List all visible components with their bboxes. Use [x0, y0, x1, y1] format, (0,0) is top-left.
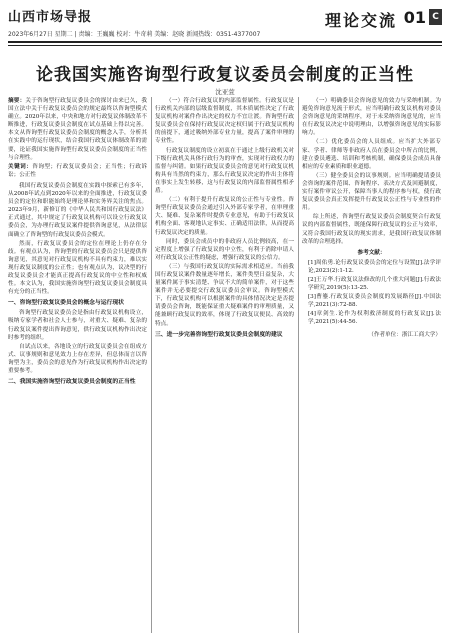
- paragraph: （三）与我国行政复议的实际需求相适应。当前我国行政复议案件数量逐年增长，案件类型日益复杂，大量案件属于事实清楚、争议不大的简单案件，对于这些案件并无必要提交行政复议委员会审议。咨询型模式下，行政复议机构可以根据案件的具体情况决定是否提请委员会咨询，既能保证重大疑难案件的审理质量，又能兼顾行政复议的效率，体现了行政复议便民、高效的特点。: [155, 263, 294, 327]
- abstract-label: 摘要：: [8, 98, 26, 104]
- paragraph: 然而，行政复议委员会的定位在理论上仍存在分歧。有观点认为，咨询型的行政复议委员会只是提供咨询意见，其意见对行政复议机构不具有约束力，难以实现行政复议制度的公正性；也有观点认为，议决型的行政复议委员会才能真正提高行政复议的中立性和权威性。本文认为，我国实施咨询型行政复议委员会制度具有充分的正当性。: [8, 240, 147, 296]
- paragraph: 行政复议制度的设立初衷在于通过上级行政机关对下级行政机关具体行政行为的审查，实现对行政权力的监督与纠错。如果行政复议委员会的意见对行政复议机构具有当然的约束力，那么行政复议决定的作出主体将在事实上发生转移，这与行政复议的内部监督属性相矛盾。: [155, 147, 294, 195]
- paragraph: 同时，委员会成员中的非政府人员比例较高，在一定程度上增强了行政复议的中立性，有利于消除申请人对行政复议公正性的疑虑，增强行政复议的公信力。: [155, 238, 294, 261]
- reference-item: [1]周佑勇.论行政复议委员会的定位与设置[J].法学评论,2023(2):1-12.: [308, 259, 441, 274]
- paragraph: （二）优化委员会的人员组成。应当扩大外部专家、学者、律师等非政府人员在委员会中所占的比例，建立委员遴选、培训和考核机制，确保委员会成员具备相应的专业素质和职业道德。: [302, 139, 441, 170]
- references-title: 参考文献：: [357, 249, 386, 256]
- paragraph: 我国行政复议委员会制度在实践中探索已有多年，从2008年试点到2020年以来的全面推进，行政复议委员会的定位和职能始终是理论界和实务界关注的焦点。2023年9月，新修订的《中华人民共和国行政复议法》正式通过，其中规定了行政复议机构可以设立行政复议委员会，为办理行政复议案件提供咨询意见，从法律层面确立了咨询型的行政复议委员会模式。: [8, 182, 147, 238]
- page-number: 01: [403, 8, 426, 27]
- masthead: [8, 6, 442, 42]
- keywords-text: 咨询型；行政复议委员会；正当性；行政诉讼；公正性: [8, 163, 147, 178]
- column-divider: [151, 97, 152, 633]
- subheading-1: 一、咨询型行政复议委员会的概念与运行现状: [8, 300, 124, 307]
- article-body: [8, 97, 442, 633]
- paragraph: （一）符合行政复议的内部监督属性。行政复议是行政机关内部的层级监督制度，其本质属性决定了行政复议机构对案件作出决定的权力不宜让渡。咨询型行政复议委员会在保持行政复议决定权归属于行政复议机构的前提下，通过吸纳外部专业力量，提高了案件审理的专业性。: [155, 98, 294, 145]
- newspaper-name: 山西市场导报: [8, 10, 93, 25]
- subheading-3: 三、进一步完善咨询型行政复议委员会制度的建议: [155, 331, 283, 338]
- author-affiliation: （作者单位：浙江工商大学）: [368, 331, 441, 338]
- abstract: [8, 97, 147, 162]
- reference-item: [4]章剑生.论作为权利救济制度的行政复议[J].法学,2021(5):44-56.: [308, 311, 441, 326]
- header-rule-thick: [8, 41, 442, 43]
- keywords-label: 关键词：: [8, 163, 33, 170]
- header-rule-thin: [8, 45, 442, 46]
- paragraph: （二）有利于提升行政复议的公正性与专业性。咨询型行政复议委员会通过引入外部专家学者，在审理重大、疑难、复杂案件时提供专业意见，有助于行政复议机构全面、客观地认定事实、正确适用法律，从而提高行政复议决定的质量。: [155, 197, 294, 236]
- keywords: [8, 163, 147, 179]
- issue-info-line: 2023年6月27日 星期二 | 责编：王巍巍 校对：牛奇莉 美编：赵晓 新闻热线：0351-4377007: [8, 31, 261, 38]
- article-author: 沈亚萱: [215, 88, 235, 96]
- reference-item: [2]王万华.行政复议法修改的几个重大问题[J].行政法学研究,2019(5):13-25.: [308, 276, 441, 292]
- column-1: [8, 97, 147, 633]
- column-2: [155, 97, 294, 633]
- paragraph: 咨询型行政复议委员会是指由行政复议机构设立，吸纳专家学者和社会人士参与，对重大、疑难、复杂的行政复议案件提出咨询意见，供行政复议机构作出决定时参考的组织。: [8, 310, 147, 341]
- abstract-text: 关于咨询型行政复议委员会的探讨由来已久，我国立法中关于行政复议委员会的规定最终以咨询型模式确立。2020年以来，中央和地方对行政复议体制改革不断推进，行政复议委员会制度在试点基础上得以完善。本文从咨询型行政复议委员会制度的概念入手，分析其在实践中的运行现状，结合我国行政复议体制改革的需要，论证我国实施咨询型行政复议委员会制度的正当性与合理性。: [8, 98, 147, 161]
- section-badge: C: [429, 9, 442, 25]
- column-divider: [298, 97, 299, 633]
- reference-item: [3]曹鎏.行政复议委员会制度的发展路径[J].中国法学,2021(3):72-88.: [308, 294, 441, 309]
- paragraph: （一）明确委员会咨询意见的效力与采纳机制。为避免咨询意见流于形式，应当明确行政复议机构对委员会咨询意见的采纳程序，对于未采纳咨询意见的，应当在行政复议决定中说明理由，以增强咨询意见的实际影响力。: [302, 98, 441, 137]
- subheading-2: 二、我国实施咨询型行政复议委员会制度的正当性: [8, 379, 136, 386]
- paragraph: 自试点以来，各地设立的行政复议委员会在组成方式、议事规则和意见效力上存在差异，但总体而言以咨询型为主，委员会的意见作为行政复议机构作出决定的重要参考。: [8, 343, 147, 374]
- paragraph: 综上所述，咨询型行政复议委员会制度契合行政复议的内部监督属性，既能保障行政复议的公正与效率，又符合我国行政复议的现实需求，是我国行政复议体制改革的合理选择。: [302, 214, 441, 245]
- article-headline: 论我国实施咨询型行政复议委员会制度的正当性: [36, 65, 414, 85]
- section-title: 理论交流: [324, 11, 397, 30]
- paragraph: （三）健全委员会的议事规则。应当明确提请委员会咨询的案件范围、咨询程序、表决方式及回避制度，实行案件审议公开，保障当事人的程序参与权，使行政复议委员会真正发挥提升行政复议公正性与专业性的作用。: [302, 172, 441, 212]
- column-3: [302, 97, 441, 633]
